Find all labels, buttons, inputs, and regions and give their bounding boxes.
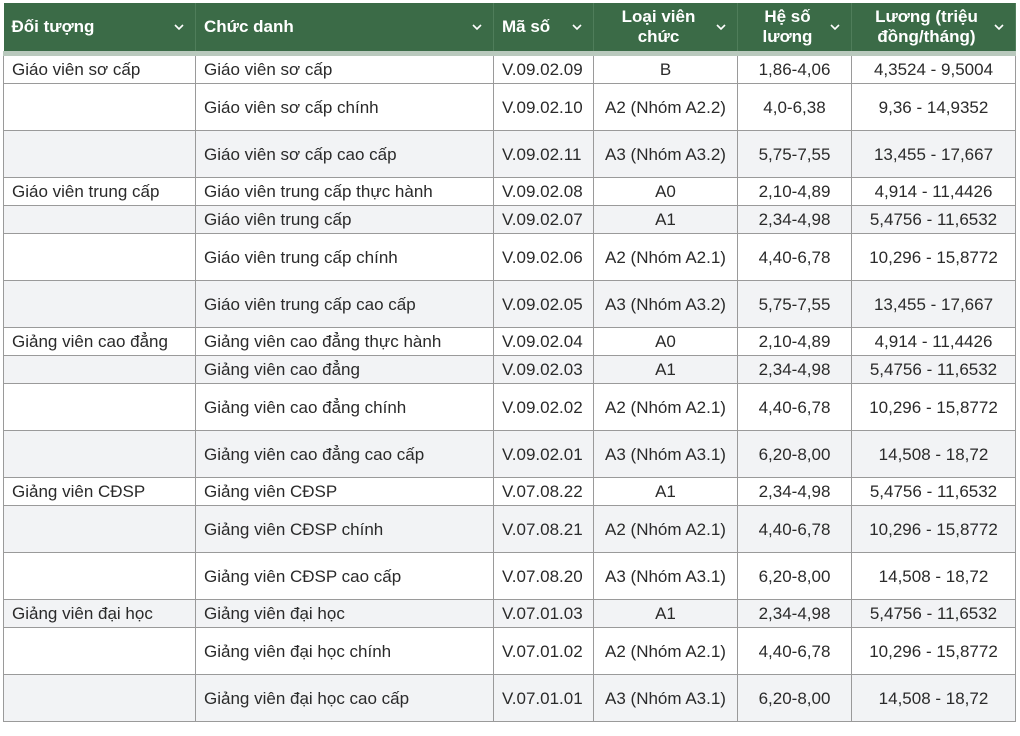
- header-loai-vien-chuc[interactable]: [594, 3, 738, 54]
- table-row: [4, 234, 1016, 281]
- cell-coef: 4,0-6,38: [738, 84, 852, 131]
- cell-salary: 10,296 - 15,8772: [852, 384, 1016, 431]
- cell-salary: 13,455 - 17,667: [852, 281, 1016, 328]
- cell-salary: 14,508 - 18,72: [852, 431, 1016, 478]
- cell-group: [4, 675, 196, 722]
- cell-salary: 14,508 - 18,72: [852, 553, 1016, 600]
- table-header-row: [4, 3, 1016, 54]
- cell-coef: 6,20-8,00: [738, 553, 852, 600]
- table-row: [4, 600, 1016, 628]
- chevron-down-icon[interactable]: [992, 20, 1006, 34]
- chevron-down-icon[interactable]: [828, 20, 842, 34]
- header-ma-so[interactable]: [494, 3, 594, 54]
- cell-salary: 9,36 - 14,9352: [852, 84, 1016, 131]
- cell-title: Giảng viên đại học cao cấp: [196, 675, 494, 722]
- table-row: [4, 84, 1016, 131]
- cell-type: A2 (Nhóm A2.1): [594, 234, 738, 281]
- cell-type: A3 (Nhóm A3.2): [594, 281, 738, 328]
- cell-type: B: [594, 54, 738, 84]
- cell-code: V.07.01.03: [494, 600, 594, 628]
- cell-type: A1: [594, 600, 738, 628]
- cell-title: Giáo viên sơ cấp chính: [196, 84, 494, 131]
- table-row: [4, 328, 1016, 356]
- cell-code: V.07.01.02: [494, 628, 594, 675]
- cell-code: V.09.02.09: [494, 54, 594, 84]
- cell-code: V.09.02.10: [494, 84, 594, 131]
- cell-group: [4, 206, 196, 234]
- table-row: [4, 178, 1016, 206]
- cell-type: A0: [594, 328, 738, 356]
- header-label: Chức danh: [204, 17, 294, 36]
- cell-salary: 5,4756 - 11,6532: [852, 356, 1016, 384]
- header-chuc-danh[interactable]: [196, 3, 494, 54]
- cell-coef: 1,86-4,06: [738, 54, 852, 84]
- table-row: [4, 553, 1016, 600]
- cell-coef: 4,40-6,78: [738, 628, 852, 675]
- cell-type: A3 (Nhóm A3.1): [594, 431, 738, 478]
- table-row: [4, 506, 1016, 553]
- cell-title: Giảng viên CĐSP: [196, 478, 494, 506]
- table-row: [4, 431, 1016, 478]
- table-row: [4, 384, 1016, 431]
- cell-group: [4, 84, 196, 131]
- cell-title: Giáo viên trung cấp chính: [196, 234, 494, 281]
- cell-code: V.09.02.07: [494, 206, 594, 234]
- cell-type: A1: [594, 478, 738, 506]
- cell-code: V.09.02.11: [494, 131, 594, 178]
- cell-coef: 2,34-4,98: [738, 478, 852, 506]
- cell-salary: 4,914 - 11,4426: [852, 328, 1016, 356]
- cell-type: A1: [594, 206, 738, 234]
- cell-group: Giáo viên sơ cấp: [4, 54, 196, 84]
- cell-type: A2 (Nhóm A2.1): [594, 506, 738, 553]
- cell-group: [4, 131, 196, 178]
- cell-salary: 5,4756 - 11,6532: [852, 600, 1016, 628]
- cell-salary: 10,296 - 15,8772: [852, 628, 1016, 675]
- cell-code: V.09.02.05: [494, 281, 594, 328]
- cell-coef: 2,34-4,98: [738, 206, 852, 234]
- salary-table: [3, 3, 1016, 722]
- header-doi-tuong[interactable]: [4, 3, 196, 54]
- header-label: Loại viên chức: [621, 7, 696, 46]
- cell-type: A3 (Nhóm A3.2): [594, 131, 738, 178]
- chevron-down-icon[interactable]: [470, 20, 484, 34]
- cell-code: V.09.02.02: [494, 384, 594, 431]
- cell-title: Giáo viên sơ cấp cao cấp: [196, 131, 494, 178]
- cell-coef: 4,40-6,78: [738, 384, 852, 431]
- cell-type: A3 (Nhóm A3.1): [594, 675, 738, 722]
- cell-code: V.09.02.08: [494, 178, 594, 206]
- cell-title: Giảng viên cao đẳng thực hành: [196, 328, 494, 356]
- cell-code: V.09.02.06: [494, 234, 594, 281]
- cell-group: Giảng viên CĐSP: [4, 478, 196, 506]
- cell-salary: 13,455 - 17,667: [852, 131, 1016, 178]
- cell-title: Giáo viên trung cấp: [196, 206, 494, 234]
- cell-title: Giảng viên cao đẳng: [196, 356, 494, 384]
- cell-code: V.09.02.04: [494, 328, 594, 356]
- chevron-down-icon[interactable]: [714, 20, 728, 34]
- cell-title: Giảng viên CĐSP chính: [196, 506, 494, 553]
- header-luong[interactable]: [852, 3, 1016, 54]
- cell-group: [4, 234, 196, 281]
- table-row: [4, 356, 1016, 384]
- cell-group: Giảng viên cao đẳng: [4, 328, 196, 356]
- cell-code: V.09.02.01: [494, 431, 594, 478]
- cell-code: V.07.08.22: [494, 478, 594, 506]
- header-label: Mã số: [502, 17, 551, 36]
- cell-type: A2 (Nhóm A2.1): [594, 384, 738, 431]
- cell-coef: 6,20-8,00: [738, 431, 852, 478]
- cell-type: A2 (Nhóm A2.2): [594, 84, 738, 131]
- cell-group: [4, 431, 196, 478]
- cell-coef: 6,20-8,00: [738, 675, 852, 722]
- cell-title: Giảng viên cao đẳng chính: [196, 384, 494, 431]
- header-he-so-luong[interactable]: [738, 3, 852, 54]
- table-row: [4, 206, 1016, 234]
- table-row: [4, 675, 1016, 722]
- header-label: Lương (triệu đồng/tháng): [875, 7, 978, 46]
- cell-coef: 2,34-4,98: [738, 356, 852, 384]
- header-label: Đối tượng: [11, 17, 95, 36]
- cell-title: Giáo viên trung cấp cao cấp: [196, 281, 494, 328]
- cell-salary: 4,914 - 11,4426: [852, 178, 1016, 206]
- cell-coef: 2,34-4,98: [738, 600, 852, 628]
- cell-title: Giáo viên sơ cấp: [196, 54, 494, 84]
- cell-group: [4, 281, 196, 328]
- cell-title: Giảng viên cao đẳng cao cấp: [196, 431, 494, 478]
- cell-coef: 2,10-4,89: [738, 328, 852, 356]
- cell-group: [4, 384, 196, 431]
- cell-code: V.07.08.20: [494, 553, 594, 600]
- cell-group: [4, 356, 196, 384]
- cell-salary: 4,3524 - 9,5004: [852, 54, 1016, 84]
- cell-title: Giảng viên đại học: [196, 600, 494, 628]
- cell-salary: 10,296 - 15,8772: [852, 234, 1016, 281]
- cell-group: [4, 553, 196, 600]
- table-row: [4, 54, 1016, 84]
- table-row: [4, 281, 1016, 328]
- cell-title: Giảng viên đại học chính: [196, 628, 494, 675]
- header-label: Hệ số lương: [762, 7, 813, 46]
- cell-salary: 14,508 - 18,72: [852, 675, 1016, 722]
- cell-code: V.09.02.03: [494, 356, 594, 384]
- cell-title: Giảng viên CĐSP cao cấp: [196, 553, 494, 600]
- cell-code: V.07.01.01: [494, 675, 594, 722]
- table-row: [4, 628, 1016, 675]
- cell-group: Giáo viên trung cấp: [4, 178, 196, 206]
- cell-code: V.07.08.21: [494, 506, 594, 553]
- table-row: [4, 478, 1016, 506]
- cell-type: A3 (Nhóm A3.1): [594, 553, 738, 600]
- cell-type: A2 (Nhóm A2.1): [594, 628, 738, 675]
- cell-group: Giảng viên đại học: [4, 600, 196, 628]
- cell-title: Giáo viên trung cấp thực hành: [196, 178, 494, 206]
- cell-salary: 5,4756 - 11,6532: [852, 206, 1016, 234]
- chevron-down-icon[interactable]: [570, 20, 584, 34]
- cell-coef: 2,10-4,89: [738, 178, 852, 206]
- cell-coef: 4,40-6,78: [738, 234, 852, 281]
- cell-coef: 5,75-7,55: [738, 281, 852, 328]
- cell-coef: 4,40-6,78: [738, 506, 852, 553]
- chevron-down-icon[interactable]: [172, 20, 186, 34]
- cell-salary: 10,296 - 15,8772: [852, 506, 1016, 553]
- cell-type: A0: [594, 178, 738, 206]
- cell-group: [4, 506, 196, 553]
- table-row: [4, 131, 1016, 178]
- cell-type: A1: [594, 356, 738, 384]
- cell-salary: 5,4756 - 11,6532: [852, 478, 1016, 506]
- salary-table-container: [3, 3, 1015, 722]
- cell-coef: 5,75-7,55: [738, 131, 852, 178]
- cell-group: [4, 628, 196, 675]
